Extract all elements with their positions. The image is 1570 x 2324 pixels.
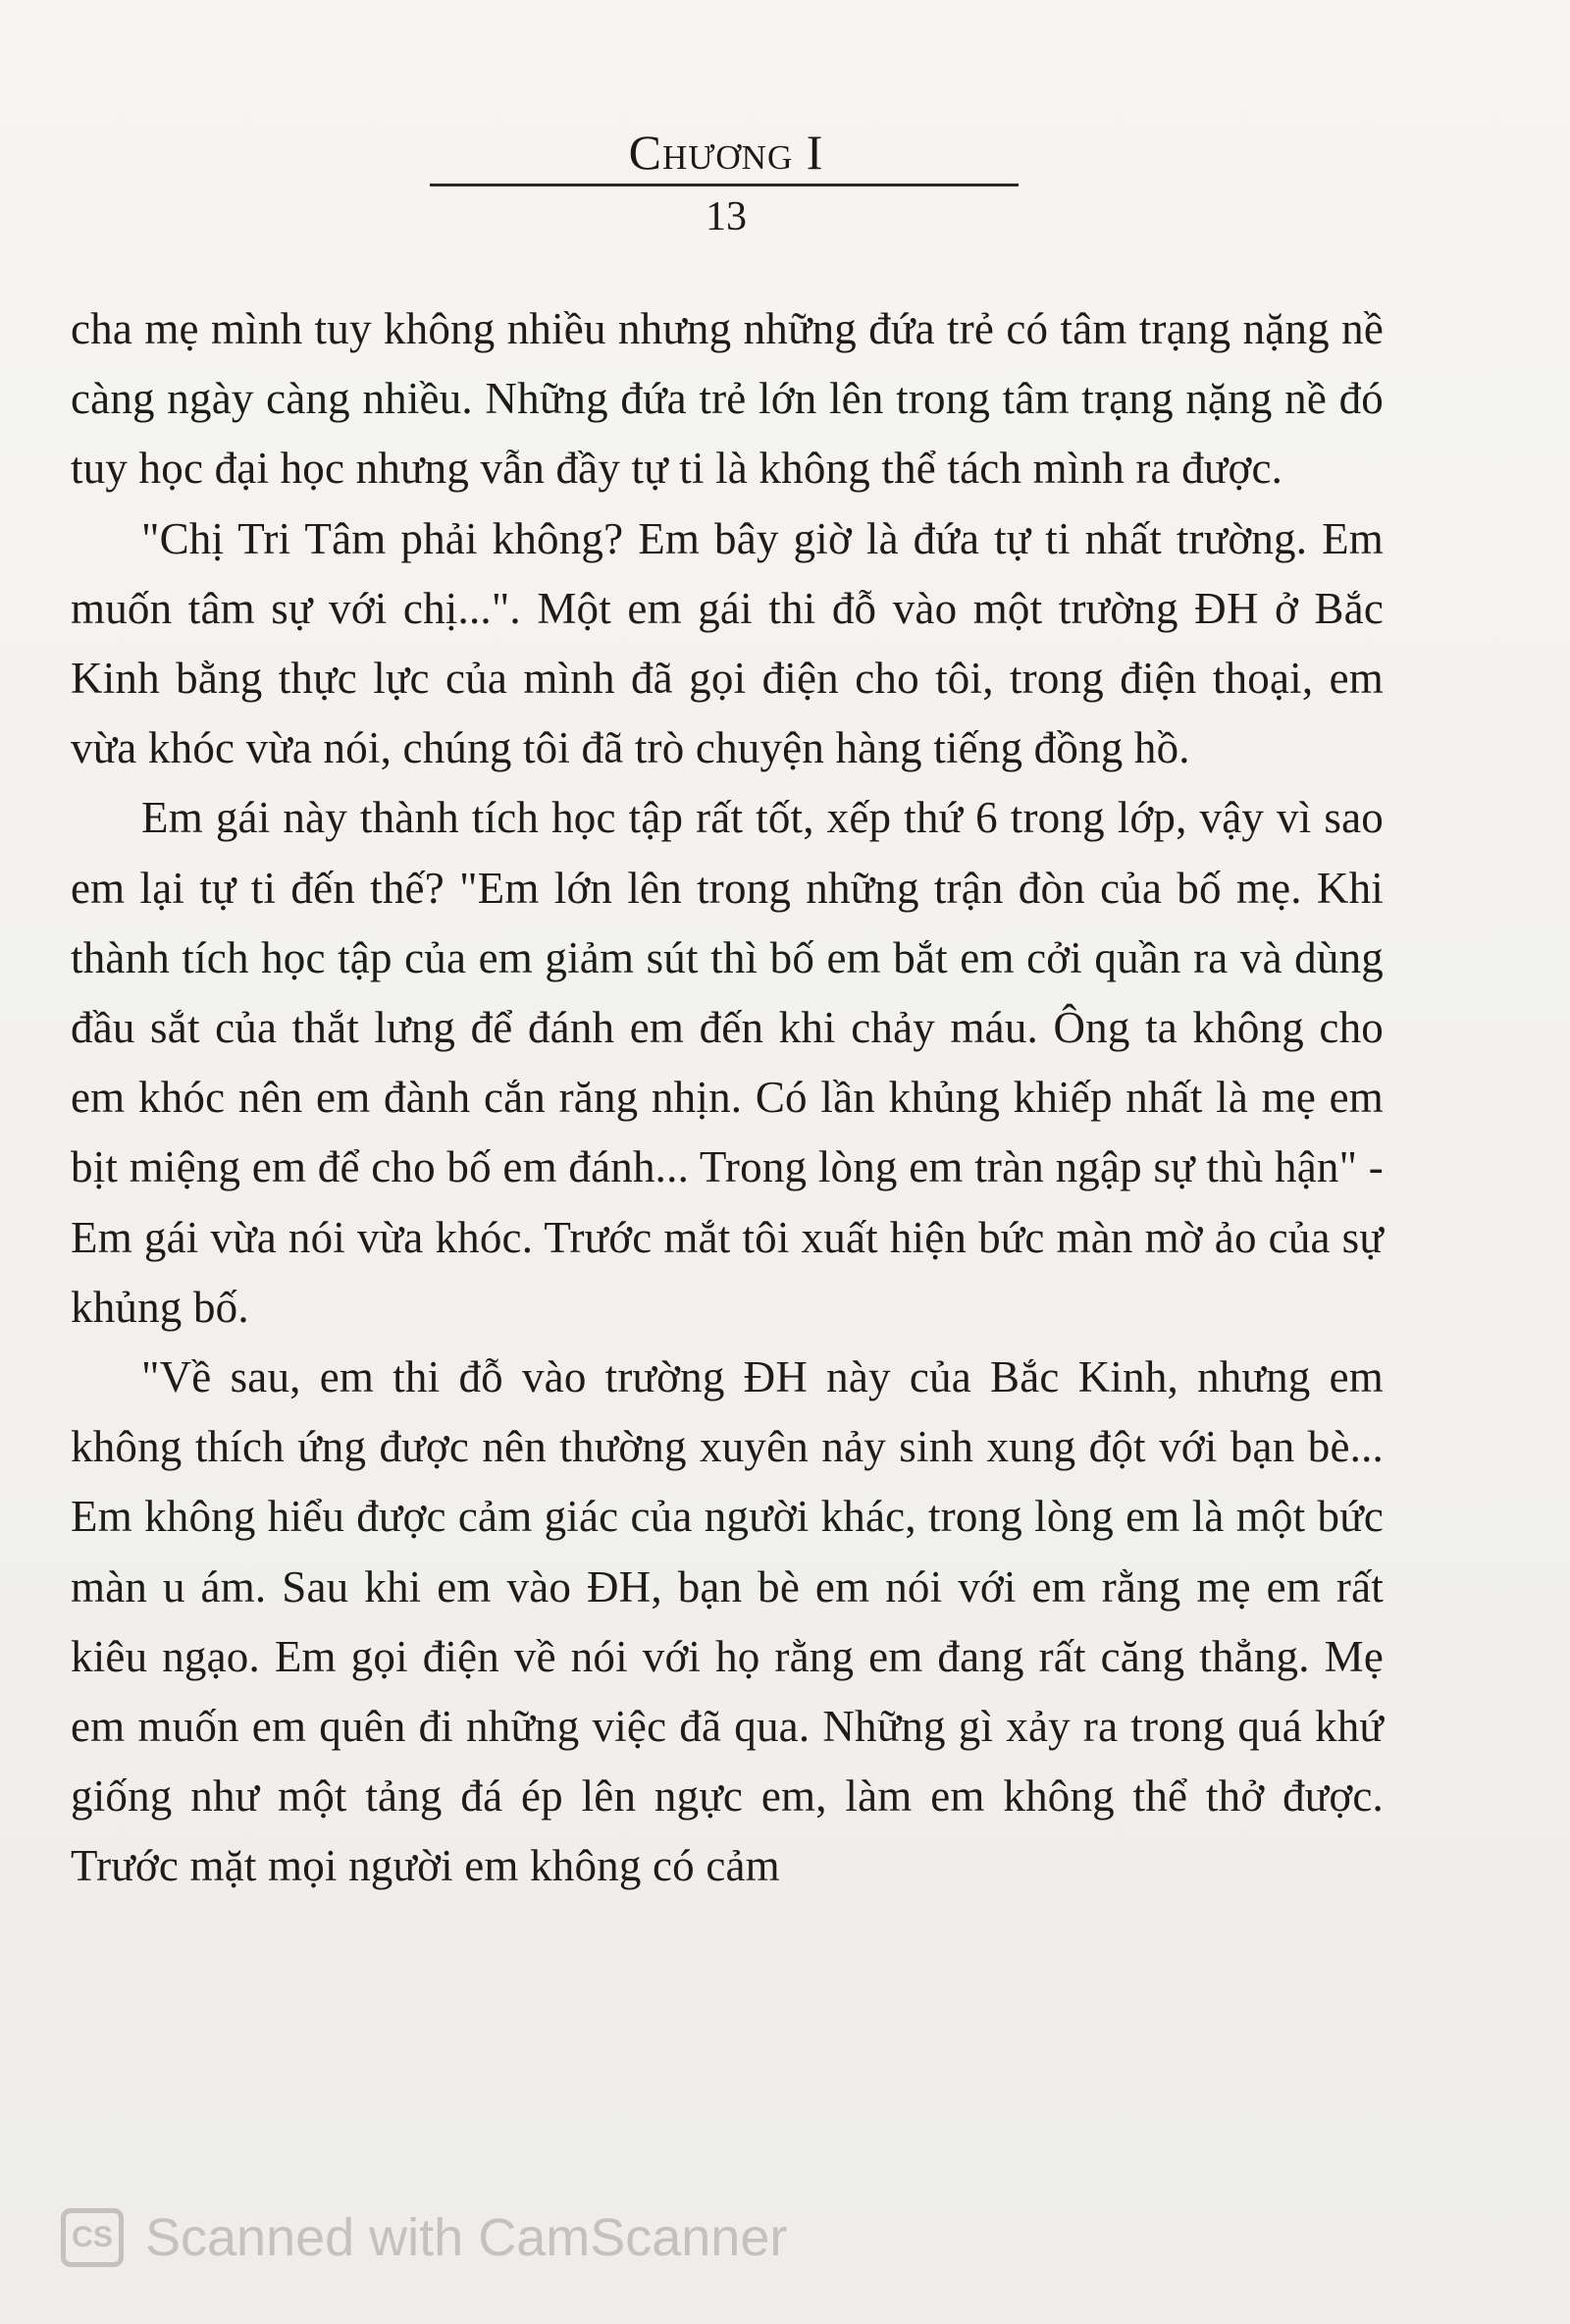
chapter-title: Chương I (628, 125, 824, 180)
camscanner-logo-icon: CS (61, 2208, 124, 2267)
camscanner-watermark (61, 2203, 787, 2272)
page-number: 13 (706, 194, 747, 239)
body-text (71, 294, 1384, 1902)
paragraph-4: "Về sau, em thi đỗ vào trường ĐH này của Bắc Kinh, nhưng em không thích ứng được nên thường xuyên nảy sinh xung đột với bạn bè... Em không hiểu được cảm giác của người khác, trong lòng em là một bức màn u ám. Sau khi em vào ĐH, bạn bè em nói với em rằng mẹ em rất kiêu ngạo. Em gọi điện về nói với họ rằng em đang rất căng thẳng. Mẹ em muốn em quên đi những việc đã qua. Những gì xảy ra trong quá khứ giống như một tảng đá ép lên ngực em, làm em không thể thở được. Trước mặt mọi người em không có cảm (71, 1352, 1384, 1891)
header-rule (430, 184, 1019, 186)
paragraph-3: Em gái này thành tích học tập rất tốt, xếp thứ 6 trong lớp, vậy vì sao em lại tự ti đến thế? "Em lớn lên trong những trận đòn của bố mẹ. Khi thành tích học tập của em giảm sút thì bố em bắt em cởi quần ra và dùng đầu sắt của thắt lưng để đánh em đến khi chảy máu. Ông ta không cho em khóc nên em đành cắn răng nhịn. Có lần khủng khiếp nhất là mẹ em bịt miệng em để cho bố em đánh... Trong lòng em tràn ngập sự thù hận" - Em gái vừa nói vừa khóc. Trước mắt tôi xuất hiện bức màn mờ ảo của sự khủng bố. (71, 793, 1384, 1332)
paragraph-2: "Chị Tri Tâm phải không? Em bây giờ là đứa tự ti nhất trường. Em muốn tâm sự với chị...". Một em gái thi đỗ vào một trường ĐH ở Bắc Kinh bằng thực lực của mình đã gọi điện cho tôi, trong điện thoại, em vừa khóc vừa nói, chúng tôi đã trò chuyện hàng tiếng đồng hồ. (71, 513, 1384, 773)
paragraph-1: cha mẹ mình tuy không nhiều nhưng những đứa trẻ có tâm trạng nặng nề càng ngày càng nhiều. Những đứa trẻ lớn lên trong tâm trạng nặng nề đó tuy học đại học nhưng vẫn đầy tự ti là không thể tách mình ra được. (71, 304, 1384, 494)
page-header (422, 123, 1030, 243)
watermark-label: Scanned with CamScanner (145, 2208, 788, 2267)
